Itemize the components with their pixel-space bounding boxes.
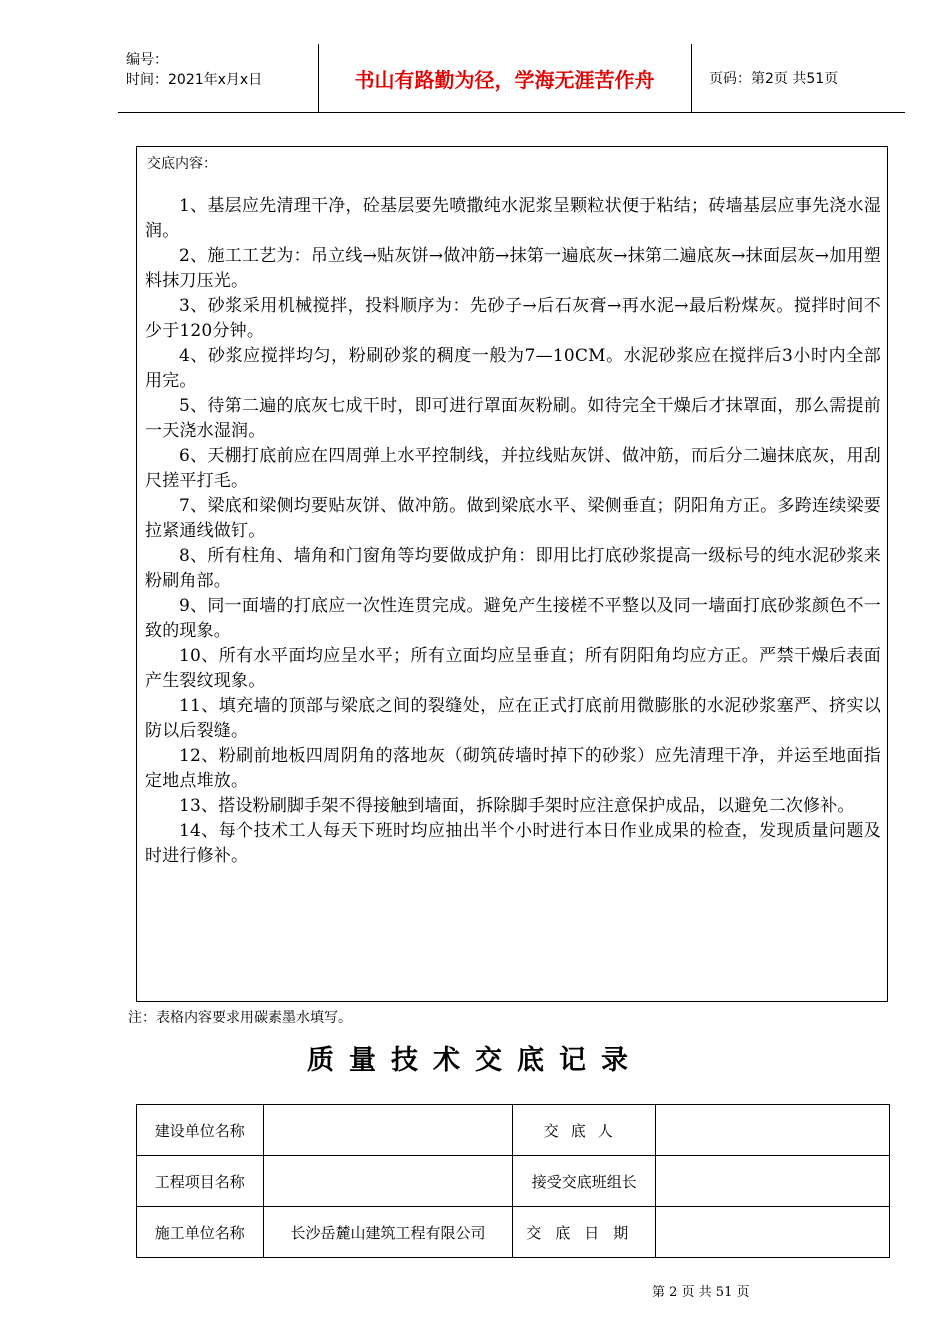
contractor-label: 施工单位名称	[137, 1207, 264, 1258]
briefing-item: 12、粉刷前地板四周阴角的落地灰（砌筑砖墙时掉下的砂浆）应先清理干净，并运至地面指定地点堆放。	[145, 746, 881, 791]
team-leader-value	[655, 1156, 889, 1207]
section-title: 质量技术交底记录	[307, 1045, 643, 1076]
header-motto: 书山有路勤为径，学海无涯苦作舟	[354, 67, 655, 92]
briefing-item: 3、砂浆采用机械搅拌，投料顺序为：先砂子→后石灰膏→再水泥→最后粉煤灰。搅拌时间不少于120分钟。	[145, 296, 881, 341]
project-name-label: 工程项目名称	[137, 1156, 264, 1207]
contractor-value: 长沙岳麓山建筑工程有限公司	[263, 1207, 513, 1258]
table-row	[137, 1207, 890, 1258]
header-divider	[691, 44, 692, 112]
project-name-value	[263, 1156, 513, 1207]
briefing-item: 5、待第二遍的底灰七成干时，即可进行罩面灰粉刷。如待完全干燥后才抹罩面，那么需提前一天浇水湿润。	[145, 396, 881, 441]
header-meta	[118, 44, 318, 112]
header-page-info	[700, 44, 905, 112]
ink-note: 注：表格内容要求用碳素墨水填写。	[128, 1010, 352, 1026]
briefing-item: 2、施工工艺为：吊立线→贴灰饼→做冲筋→抹第一遍底灰→抹第二遍底灰→抹面层灰→加用塑料抹刀压光。	[145, 246, 881, 291]
briefing-date-label: 交底日期	[513, 1207, 656, 1258]
table-row	[137, 1105, 890, 1156]
page-header	[118, 44, 905, 113]
briefer-label: 交底人	[513, 1105, 656, 1156]
briefing-item: 10、所有水平面均应呈水平；所有立面均应呈垂直；所有阴阳角均应方正。严禁干燥后表面产生裂纹现象。	[145, 646, 881, 691]
team-leader-label: 接受交底班组长	[513, 1156, 656, 1207]
content-label: 交底内容：	[147, 156, 217, 172]
briefing-item: 11、填充墙的顶部与梁底之间的裂缝处，应在正式打底前用微膨胀的水泥砂浆塞严、挤实以防以后裂缝。	[145, 696, 881, 741]
construction-unit-value	[263, 1105, 513, 1156]
table-row	[137, 1156, 890, 1207]
page-footer: 第 2 页 共 51 页	[652, 1285, 750, 1300]
briefing-item: 1、基层应先清理干净，砼基层要先喷撒纯水泥浆呈颗粒状便于粘结；砖墙基层应事先浇水湿润。	[145, 196, 881, 241]
code-label: 编号：	[126, 52, 168, 68]
briefing-item: 13、搭设粉刷脚手架不得接触到墙面，拆除脚手架时应注意保护成品，以避免二次修补。	[179, 796, 855, 816]
briefing-date-value	[655, 1207, 889, 1258]
briefing-item: 7、梁底和梁侧均要贴灰饼、做冲筋。做到梁底水平、梁侧垂直；阴阳角方正。多跨连续梁要拉紧通线做钉。	[145, 496, 881, 541]
briefing-item: 8、所有柱角、墙角和门窗角等均要做成护角：即用比打底砂浆提高一级标号的纯水泥砂浆来粉刷角部。	[145, 546, 881, 591]
date-line: 时间：2021年x月x日	[126, 72, 263, 88]
briefing-item: 14、每个技术工人每天下班时均应抽出半个小时进行本日作业成果的检查，发现质量问题及时进行修补。	[145, 821, 881, 866]
briefing-content-box	[136, 146, 888, 1002]
briefer-value	[655, 1105, 889, 1156]
briefing-item: 9、同一面墙的打底应一次性连贯完成。避免产生接槎不平整以及同一墙面打底砂浆颜色不一致的现象。	[145, 596, 881, 641]
page-info-text: 页码：第2页 共51页	[709, 71, 839, 87]
briefing-info-table	[136, 1104, 890, 1258]
construction-unit-label: 建设单位名称	[137, 1105, 264, 1156]
briefing-item: 6、天棚打底前应在四周弹上水平控制线，并拉线贴灰饼、做冲筋，而后分二遍抹底灰，用刮尺搓平打毛。	[145, 446, 881, 491]
briefing-item: 4、砂浆应搅拌均匀，粉刷砂浆的稠度一般为7—10CM。水泥砂浆应在搅拌后3小时内全部用完。	[145, 346, 881, 391]
briefing-items	[145, 194, 881, 869]
